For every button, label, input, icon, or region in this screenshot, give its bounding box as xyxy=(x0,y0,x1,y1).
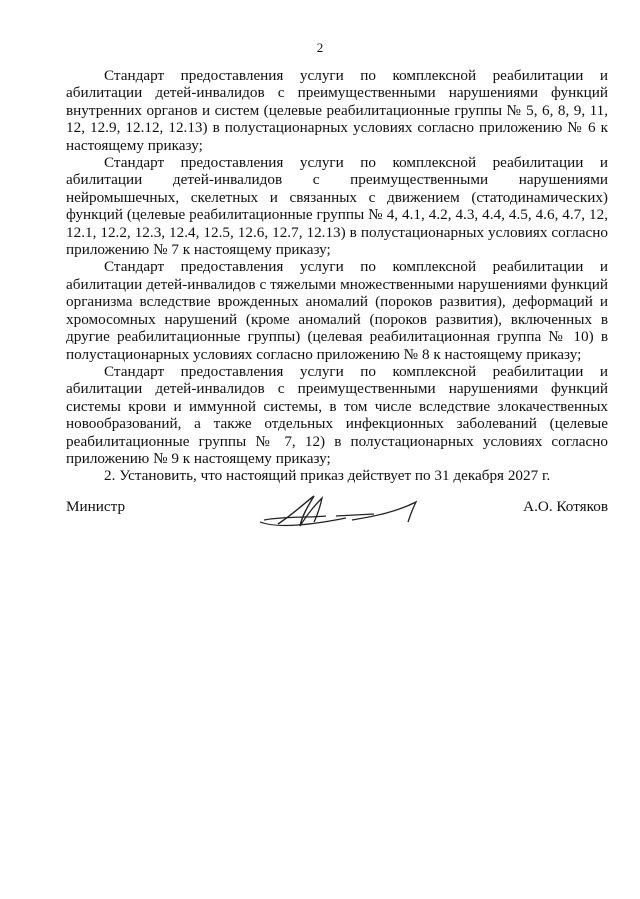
signer-name: А.О. Котяков xyxy=(523,498,608,515)
paragraph-standard-9: Стандарт предоставления услуги по комплексной реабилитации и абилитации детей-инвалидов с преимущественными нарушениями функций системы крови и иммунной системы, в том числе вследствие злокачественных новообразований, а также отдельных инфекционных заболеваний (целевые реабилитационные группы № 7, 12) в полустационарных условиях согласно приложению № 9 к настоящему приказу; xyxy=(66,362,608,467)
paragraph-standard-6: Стандарт предоставления услуги по комплексной реабилитации и абилитации детей-инвалидов с преимущественными нарушениями функций внутренних органов и систем (целевые реабилитационные группы № 5, 6, 8, 9, 11, 12, 12.9, 12.12, 12.13) в полустационарных условиях согласно приложению № 6 к настоящему приказу; xyxy=(66,67,608,154)
signer-title: Министр xyxy=(66,498,126,515)
paragraph-standard-8: Стандарт предоставления услуги по комплексной реабилитации и абилитации детей-инвалидов с тяжелыми множественными нарушениями функций организма вследствие врожденных аномалий (пороков развития), деформаций и хромосомных нарушений (кроме аномалий (пороков развития), включенных в другие реабилитационные группы) (целевая реабилитационная группа № 10) в полустационарных условиях согласно приложению № 8 к настоящему приказу; xyxy=(66,258,608,363)
document-body xyxy=(66,67,608,485)
paragraph-validity: 2. Установить, что настоящий приказ действует по 31 декабря 2027 г. xyxy=(104,467,551,485)
handwritten-signature xyxy=(256,492,436,532)
paragraph-standard-7: Стандарт предоставления услуги по комплексной реабилитации и абилитации детей-инвалидов с преимущественными нарушениями нейромышечных, скелетных и связанных с движением (статодинамических) функций (целевые реабилитационные группы № 4, 4.1, 4.2, 4.3, 4.4, 4.5, 4.6, 4.7, 12, 12.1, 12.2, 12.3, 12.4, 12.5, 12.6, 12.7, 12.13) в полустационарных условиях согласно приложению № 7 к настоящему приказу; xyxy=(66,154,608,259)
page-number: 2 xyxy=(316,40,324,55)
signature-block xyxy=(66,498,608,538)
